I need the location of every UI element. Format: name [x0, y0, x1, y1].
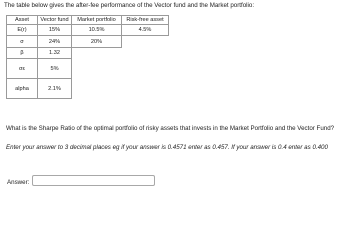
- table-row: [7, 36, 169, 48]
- table-cell-empty: [122, 36, 169, 48]
- table-cell-empty: [122, 59, 169, 79]
- answer-label: Answer:: [7, 179, 30, 186]
- table-cell: 4.5%: [122, 25, 169, 36]
- table-row: [7, 59, 169, 79]
- row-label-residual-sigma: σε: [7, 59, 38, 79]
- table-cell: 10.5%: [72, 25, 122, 36]
- table-cell: 20%: [72, 36, 122, 48]
- table-cell: 1.32: [38, 48, 72, 59]
- header-asset: Asset: [7, 16, 38, 25]
- table-row: [7, 25, 169, 36]
- table-cell: 2.1%: [38, 79, 72, 99]
- instruction-text: Enter your answer to 3 decimal places eg if your answer is 0.4571 enter as 0.457. If your answer is 0.4 enter as 0.400: [6, 144, 328, 151]
- header-vector-fund: Vector fund: [38, 16, 72, 25]
- table-cell-empty: [122, 79, 169, 99]
- table-row: [7, 79, 169, 99]
- header-market-portfolio: Market portfolio: [72, 16, 122, 25]
- table-cell: 15%: [38, 25, 72, 36]
- header-risk-free-asset: Risk-free asset: [122, 16, 169, 25]
- performance-table: [6, 15, 169, 99]
- table-cell-empty: [72, 79, 122, 99]
- intro-text: The table below gives the after-fee performance of the Vector fund and the Market portfolio:: [4, 2, 255, 9]
- table-header-row: [7, 16, 169, 25]
- answer-input[interactable]: [32, 175, 155, 186]
- table-row: [7, 48, 169, 59]
- table-cell: 5%: [38, 59, 72, 79]
- row-label-beta: β: [7, 48, 38, 59]
- table-cell-empty: [72, 48, 122, 59]
- table-cell-empty: [122, 48, 169, 59]
- row-label-alpha: alpha: [7, 79, 38, 99]
- question-text: What is the Sharpe Ratio of the optimal portfolio of risky assets that invests in the Market Portfolio and the Vector Fund?: [6, 125, 335, 132]
- table-cell-empty: [72, 59, 122, 79]
- table-cell: 24%: [38, 36, 72, 48]
- row-label-expected-return: E(r): [7, 25, 38, 36]
- row-label-sigma: σ: [7, 36, 38, 48]
